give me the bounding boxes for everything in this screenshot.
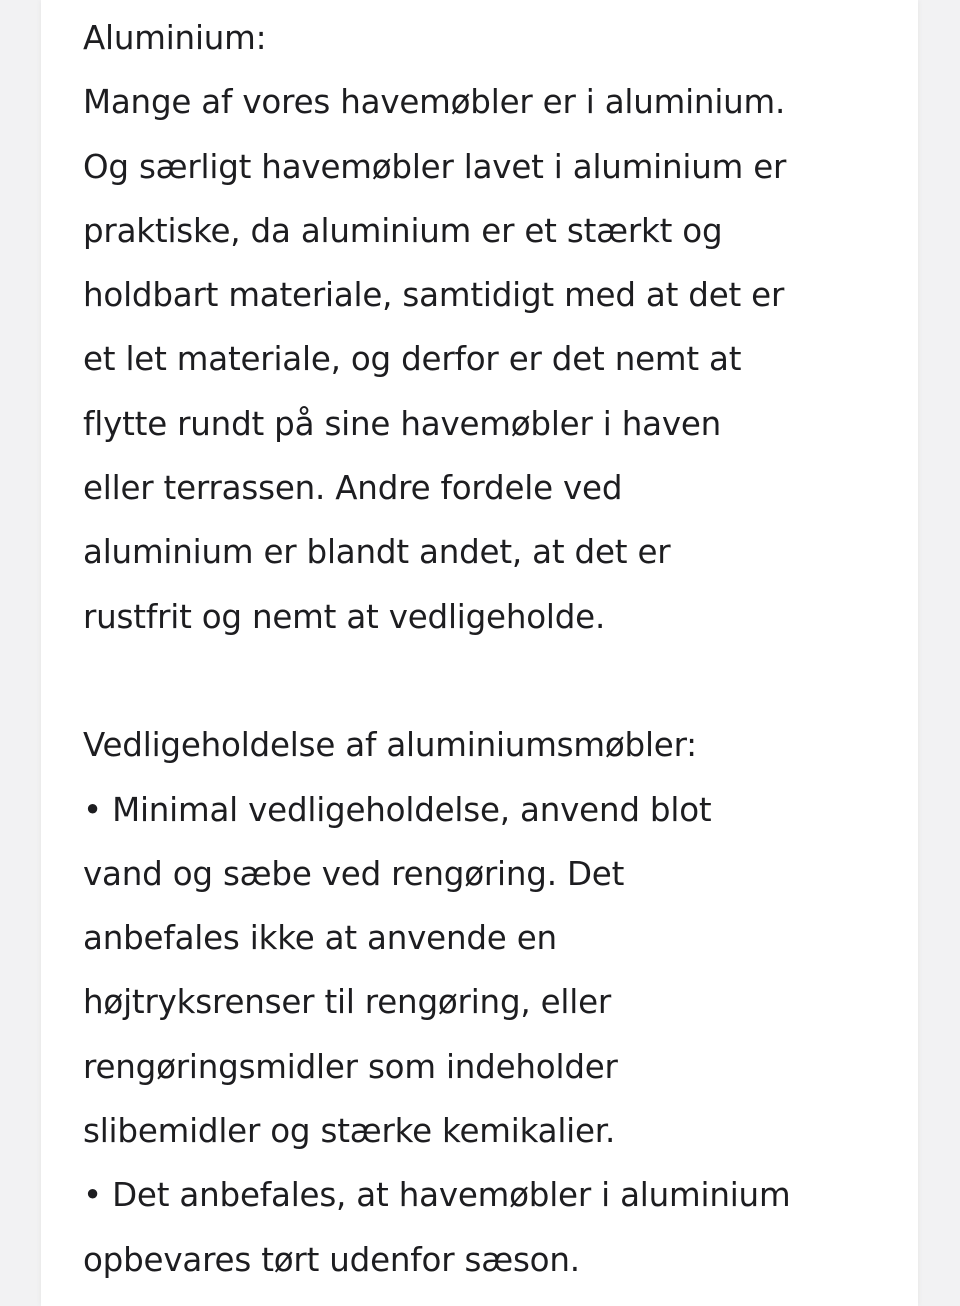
paragraph-line: et let materiale, og derfor er det nemt at (83, 340, 742, 379)
list-item-line: slibemidler og stærke kemikalier. (83, 1112, 616, 1151)
paragraph-line: holdbart materiale, samtidigt med at det er (83, 276, 785, 315)
list-item-line: anbefales ikke at anvende en (83, 919, 557, 958)
list-item-line: højtryksrenser til rengøring, eller (83, 983, 612, 1022)
paragraph-line: praktiske, da aluminium er et stærkt og (83, 211, 723, 250)
paragraph-line: Mange af vores havemøbler er i aluminium. (83, 83, 786, 122)
content-card (41, 0, 918, 1306)
article-body (83, 6, 903, 1292)
paragraph-spacer (83, 649, 903, 713)
list-item-line: opbevares tørt udenfor sæson. (83, 1240, 580, 1279)
section-heading-aluminium: Aluminium: (83, 19, 267, 57)
paragraph-line: flytte rundt på sine havemøbler i haven (83, 404, 722, 443)
section-heading-maintenance: Vedligeholdelse af aluminiumsmøbler: (83, 726, 697, 765)
paragraph-line: aluminium er blandt andet, at det er (83, 533, 671, 572)
paragraph-line: eller terrassen. Andre fordele ved (83, 469, 623, 508)
paragraph-line: rustfrit og nemt at vedligeholde. (83, 597, 606, 636)
list-item-line: • Det anbefales, at havemøbler i aluminium (83, 1176, 791, 1215)
list-item-line: rengøringsmidler som indeholder (83, 1047, 618, 1086)
paragraph-line: Og særligt havemøbler lavet i aluminium er (83, 147, 787, 186)
list-item-line: • Minimal vedligeholdelse, anvend blot (83, 790, 712, 829)
list-item-line: vand og sæbe ved rengøring. Det (83, 854, 625, 893)
